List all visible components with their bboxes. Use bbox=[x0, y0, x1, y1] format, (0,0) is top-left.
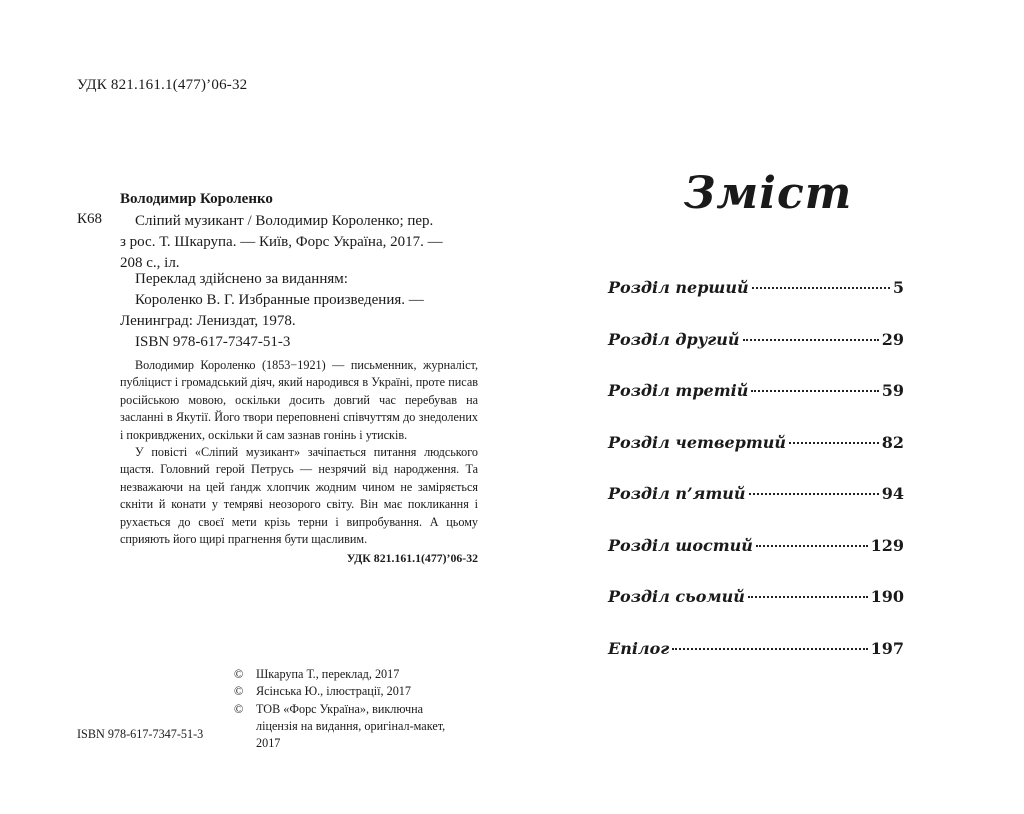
dot-leader bbox=[751, 390, 878, 392]
annotation-paragraph: У повісті «Сліпий музикант» зачіпається питання людського щастя. Головний герой Петрусь — незрячий від народження. Та незважаючи на цей ґандж хлопчик жодним чином не заміряється скніти й конати у темряві неозорого світу. Він має покликання і рухається до своєї мети крізь терни і випробування. А цьому сприяють його щирі прагнення бути щасливим. bbox=[120, 445, 478, 547]
toc-page-number: 29 bbox=[881, 329, 904, 349]
copyright-symbol: © bbox=[234, 684, 244, 699]
author-code: К68 bbox=[77, 211, 103, 227]
toc-item[interactable] bbox=[608, 587, 904, 639]
toc-label: Розділ шостий bbox=[608, 535, 753, 555]
toc-item[interactable] bbox=[608, 330, 904, 382]
toc-page-number: 129 bbox=[870, 535, 904, 555]
toc-item[interactable] bbox=[608, 484, 904, 536]
bibliographic-entry bbox=[120, 211, 480, 274]
toc-item[interactable] bbox=[608, 536, 904, 588]
isbn-bottom: ISBN 978-617-7347-51-3 bbox=[77, 727, 204, 741]
copyright-text: ТОВ «Форс Україна», виключна ліцензія на видання, оригінал-макет, 2017 bbox=[256, 701, 446, 751]
author-name: Володимир Короленко bbox=[120, 191, 273, 207]
udk-code: УДК 821.161.1(477)’06-32 bbox=[77, 77, 248, 93]
toc-item[interactable] bbox=[608, 433, 904, 485]
toc-label: Розділ другий bbox=[608, 329, 740, 349]
toc-item[interactable] bbox=[608, 639, 904, 691]
copyright-row bbox=[234, 683, 464, 700]
dot-leader bbox=[748, 596, 868, 598]
toc-label: Розділ п’ятий bbox=[608, 484, 746, 503]
copyright-text: Шкарупа Т., переклад, 2017 bbox=[256, 667, 400, 681]
toc-title: Зміст bbox=[683, 168, 853, 219]
translation-source bbox=[120, 269, 480, 332]
bib-line: Сліпий музикант / Володимир Короленко; пер. bbox=[135, 213, 434, 229]
udk-code-annotation: УДК 821.161.1(477)’06-32 bbox=[346, 551, 478, 566]
copyright-block bbox=[234, 666, 464, 752]
toc-item[interactable] bbox=[608, 381, 904, 433]
translation-line: Переклад здійснено за виданням: bbox=[135, 271, 348, 287]
annotation bbox=[120, 357, 478, 568]
toc-item[interactable] bbox=[608, 278, 904, 330]
copyright-symbol: © bbox=[234, 701, 244, 716]
annotation-paragraph: Володимир Короленко (1853−1921) — письменник, журналіст, публіцист і громадський діяч, який народився в Україні, проте писав російською мовою, оскільки досить довгий час перебував на засланні в Якутії. Його твори переповнені співчуттям до знедолених і покривджених, оскільки й сам зазнав гонінь і утисків. bbox=[120, 358, 478, 442]
toc-page-number: 94 bbox=[881, 484, 904, 503]
copyright-symbol: © bbox=[234, 667, 244, 681]
dot-leader bbox=[752, 287, 890, 289]
toc-label: Розділ перший bbox=[608, 278, 749, 297]
copyright-row bbox=[234, 666, 464, 683]
toc-page-number: 59 bbox=[881, 381, 904, 400]
copyright-text: Ясінська Ю., ілюстрації, 2017 bbox=[256, 684, 411, 699]
dot-leader bbox=[743, 339, 879, 341]
dot-leader bbox=[789, 442, 879, 444]
bib-line: з рос. Т. Шкарупа. — Київ, Форс Україна, 2017. — bbox=[120, 234, 443, 250]
toc-label: Розділ третій bbox=[608, 381, 749, 400]
translation-line: Ленинград: Лениздат, 1978. bbox=[120, 313, 296, 329]
copyright-row bbox=[234, 701, 464, 753]
toc-page-number: 82 bbox=[881, 432, 904, 452]
dot-leader bbox=[672, 648, 867, 650]
dot-leader bbox=[756, 545, 868, 547]
table-of-contents bbox=[608, 278, 904, 690]
toc-label: Епілог bbox=[608, 638, 670, 658]
toc-label: Розділ четвертий bbox=[608, 432, 787, 452]
toc-page-number: 197 bbox=[870, 638, 904, 658]
toc-label: Розділ сьомий bbox=[608, 587, 745, 606]
translation-line: Короленко В. Г. Избранные произведения. — bbox=[135, 292, 424, 308]
bib-line: 208 с., іл. bbox=[120, 255, 180, 271]
right-page bbox=[512, 0, 1024, 814]
dot-leader bbox=[749, 493, 879, 495]
toc-page-number: 5 bbox=[892, 278, 904, 297]
isbn: ISBN 978-617-7347-51-3 bbox=[135, 334, 291, 350]
toc-page-number: 190 bbox=[870, 587, 904, 606]
